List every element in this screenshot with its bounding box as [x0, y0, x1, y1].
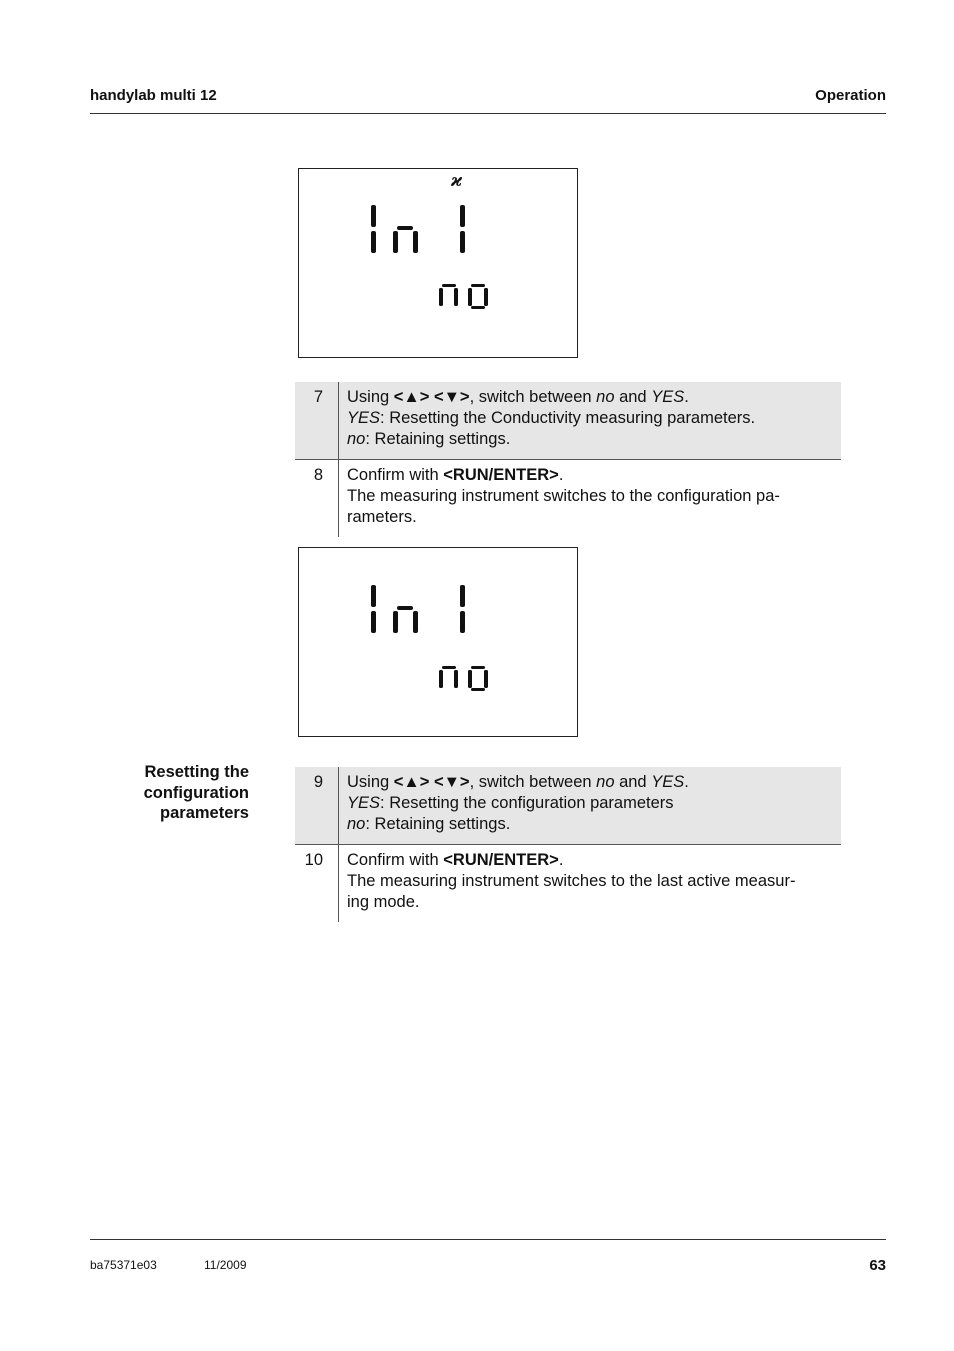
step-row: [295, 460, 841, 537]
seg-n-left: [393, 231, 398, 253]
footer-rule: [90, 1239, 886, 1240]
seg-so-bot: [471, 688, 485, 691]
running-header-section: Operation: [815, 87, 886, 104]
run-enter-key: <RUN/ENTER>: [443, 851, 559, 869]
seg-i1-top: [371, 585, 376, 607]
lcd-display-1: [298, 168, 578, 358]
step-number: 9: [295, 767, 339, 844]
page-number: 63: [869, 1257, 886, 1274]
seg-so-left: [468, 288, 472, 306]
conductivity-symbol: ϰ: [451, 171, 463, 191]
seg-sn-right: [454, 288, 458, 306]
seg-i1-bot: [371, 611, 376, 633]
seg-n-right: [413, 231, 418, 253]
step-text: Confirm with <RUN/ENTER>. The measuring instrument switches to the configuration pa- rameters.: [347, 466, 780, 526]
seg-so-top: [471, 666, 485, 669]
step-number: 8: [295, 460, 339, 537]
lcd-segments-1: [299, 169, 577, 357]
header-rule: [90, 113, 886, 114]
seg-i2-bot: [460, 611, 465, 633]
seg-sn-left: [439, 670, 443, 688]
footer-doc-number: ba75371e03: [90, 1258, 157, 1272]
arrow-keys: <▲> <▼>: [393, 773, 470, 791]
seg-so-top: [471, 284, 485, 287]
step-row: [295, 845, 841, 922]
seg-sn-top: [442, 284, 456, 287]
step-number: 7: [295, 382, 339, 459]
lcd-display-2: [298, 547, 578, 737]
seg-sn-right: [454, 670, 458, 688]
lcd-segments-2: [299, 548, 577, 736]
seg-so-right: [484, 670, 488, 688]
seg-n-top: [397, 606, 413, 610]
step-row: [295, 382, 841, 460]
seg-i2-top: [460, 205, 465, 227]
seg-so-left: [468, 670, 472, 688]
steps-table-1: [295, 382, 841, 537]
steps-table-2: [295, 767, 841, 922]
step-row: [295, 767, 841, 845]
step-text: Confirm with <RUN/ENTER>. The measuring instrument switches to the last active measur- ing mode.: [347, 851, 796, 911]
seg-so-right: [484, 288, 488, 306]
seg-sn-left: [439, 288, 443, 306]
seg-i2-bot: [460, 231, 465, 253]
seg-n-left: [393, 611, 398, 633]
seg-n-right: [413, 611, 418, 633]
seg-n-top: [397, 226, 413, 230]
step-number: 10: [295, 845, 339, 922]
seg-i1-bot: [371, 231, 376, 253]
seg-so-bot: [471, 306, 485, 309]
seg-i2-top: [460, 585, 465, 607]
step-text: Using <▲> <▼>, switch between no and YES. YES: Resetting the Conductivity measuring parameters. no: Retaining settings.: [347, 388, 756, 448]
seg-sn-top: [442, 666, 456, 669]
running-header-title: handylab multi 12: [90, 87, 217, 104]
run-enter-key: <RUN/ENTER>: [443, 466, 559, 484]
arrow-keys: <▲> <▼>: [393, 388, 470, 406]
seg-i1-top: [371, 205, 376, 227]
footer-date: 11/2009: [204, 1258, 247, 1272]
side-heading: Resetting the configuration parameters: [143, 763, 249, 822]
step-text: Using <▲> <▼>, switch between no and YES. YES: Resetting the configuration parameters no: Retaining settings.: [347, 773, 689, 833]
